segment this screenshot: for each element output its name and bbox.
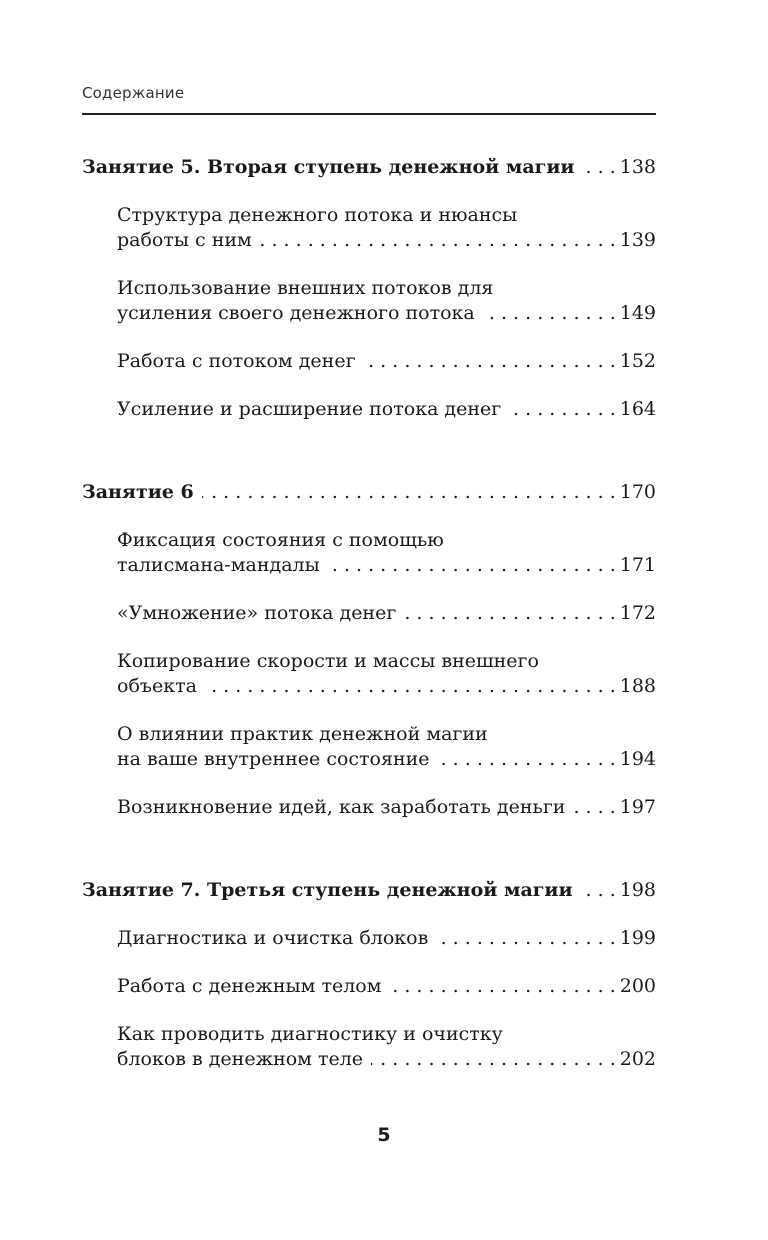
dot-leader (581, 878, 616, 903)
toc-heading[interactable] (82, 480, 656, 505)
toc-entry-line: Копирование скорости и массы внешнего (117, 650, 539, 672)
toc-heading-title: Занятие 7. Третья ступень денежной магии (82, 879, 573, 901)
dot-leader (509, 397, 615, 422)
toc-entry-page: 202 (619, 1048, 656, 1070)
dot-leader (371, 1047, 616, 1072)
toc-entry-line: усиления своего денежного потока (117, 302, 475, 324)
dot-leader (583, 155, 616, 180)
toc-entry-page: 149 (619, 302, 656, 324)
dot-leader (205, 674, 616, 699)
toc-entry-line: на ваше внутреннее состояние (117, 748, 430, 770)
toc-entry-line: Работа с потоком денег (117, 350, 356, 372)
toc-entry-line: «Умножение» потока денег (117, 602, 397, 624)
header-rule (82, 113, 656, 115)
toc-entry-line: О влиянии практик денежной магии (117, 723, 488, 745)
toc-entry-line: Возникновение идей, как заработать деньги (117, 796, 566, 818)
toc-entry[interactable] (82, 203, 656, 253)
toc-entry-page: 139 (619, 229, 656, 251)
dot-leader (436, 926, 615, 951)
toc-entry-page: 199 (619, 927, 656, 949)
toc-entry-page: 197 (619, 796, 656, 818)
toc-entry-line: Использование внешних потоков для (117, 277, 494, 299)
toc-entry-line: Диагностика и очистка блоков (117, 927, 429, 949)
dot-leader (328, 553, 616, 578)
toc-section (82, 155, 656, 422)
table-of-contents (82, 155, 656, 1130)
toc-entry-line: работы с ним (117, 229, 252, 251)
dot-leader (483, 301, 616, 326)
toc-entry[interactable] (82, 601, 656, 626)
toc-section (82, 878, 656, 1072)
toc-heading-title: Занятие 6 (82, 481, 194, 503)
toc-entry[interactable] (82, 528, 656, 578)
toc-section (82, 480, 656, 820)
toc-entry-line: Как проводить диагностику и очистку (117, 1023, 503, 1045)
toc-entry-page: 171 (619, 554, 656, 576)
toc-entry-page: 194 (619, 748, 656, 770)
toc-entry[interactable] (82, 795, 656, 820)
dot-leader (364, 349, 616, 374)
toc-entry[interactable] (82, 397, 656, 422)
toc-heading[interactable] (82, 878, 656, 903)
running-head: Содержание (82, 84, 185, 102)
toc-entry-line: Усиление и расширение потока денег (117, 398, 502, 420)
dot-leader (404, 601, 615, 626)
toc-entry-line: Работа с денежным телом (117, 975, 382, 997)
toc-entry-line: блоков в денежном теле (117, 1048, 364, 1070)
dot-leader (438, 747, 616, 772)
toc-entry-line: талисмана-мандалы (117, 554, 320, 576)
toc-heading-title: Занятие 5. Вторая ступень денежной магии (82, 156, 575, 178)
toc-heading[interactable] (82, 155, 656, 180)
dot-leader (573, 795, 615, 820)
toc-entry[interactable] (82, 276, 656, 326)
toc-heading-page: 138 (619, 156, 656, 178)
page-number: 5 (377, 1124, 391, 1146)
toc-entry-page: 172 (619, 602, 656, 624)
toc-entry[interactable] (82, 926, 656, 951)
toc-entry[interactable] (82, 349, 656, 374)
toc-entry-line: Структура денежного потока и нюансы (117, 204, 518, 226)
toc-entry[interactable] (82, 722, 656, 772)
toc-entry-page: 188 (619, 675, 656, 697)
toc-heading-page: 198 (619, 879, 656, 901)
dot-leader (390, 974, 616, 999)
toc-entry[interactable] (82, 1022, 656, 1072)
dot-leader (260, 228, 616, 253)
toc-entry[interactable] (82, 974, 656, 999)
toc-entry-page: 164 (619, 398, 656, 420)
toc-entry-line: объекта (117, 675, 197, 697)
toc-entry-page: 152 (619, 350, 656, 372)
toc-heading-page: 170 (619, 481, 656, 503)
dot-leader (202, 480, 616, 505)
toc-entry-page: 200 (619, 975, 656, 997)
toc-entry-line: Фиксация состояния с помощью (117, 529, 444, 551)
toc-entry[interactable] (82, 649, 656, 699)
